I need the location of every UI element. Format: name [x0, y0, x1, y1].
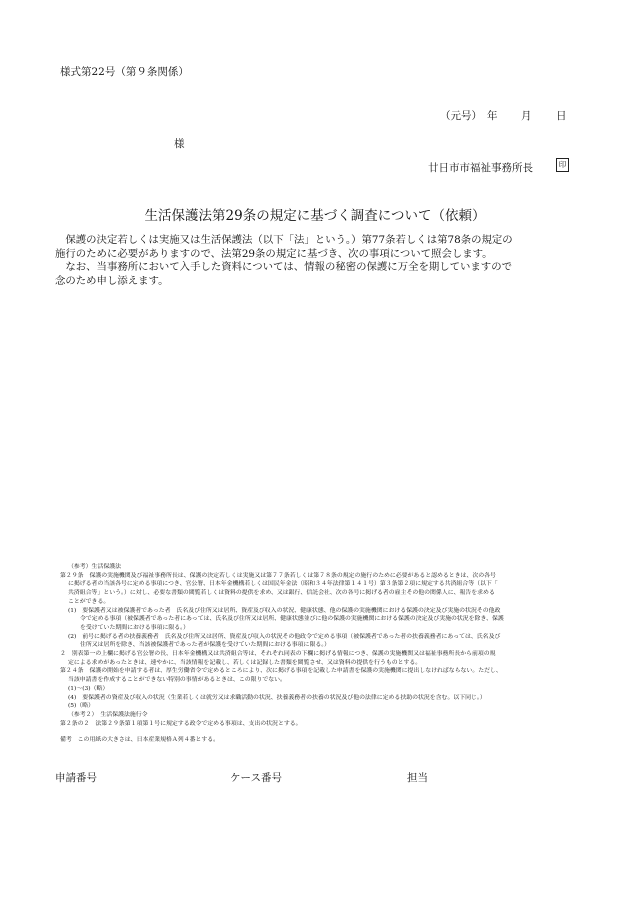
date-era: （元号） [440, 110, 482, 122]
reference-line: (1)～(3)（略） [68, 685, 109, 692]
reference-line: 第２条の２ 法第２９条第１項第１号に規定する政令で定める事項は、支出の状況とする。 [60, 720, 302, 727]
person-in-charge-label: 担当 [407, 772, 428, 784]
reference-line: (1) 要保護者又は被保護者であった者 氏名及び住所又は居所、資産及び収入の状況、健康状態、他の保護の実施機関における保護の決定及び実施の状況その他政 [68, 607, 501, 614]
reference-line: ことができる。 [68, 598, 110, 605]
reference-line: ２ 別表第一の上欄に掲げる官公署の長、日本年金機構又は共済組合等は、それぞれ同表の下欄に掲げる情報につき、保護の実施機関又は福祉事務所長から前項の規 [60, 651, 496, 658]
body-line: なお、当事務所において入手した資料については、情報の秘密の保護に万全を期していますので [55, 261, 512, 273]
request-body [55, 234, 580, 288]
reference-line: 第２４条 保護の開始を申請する者は、厚生労働省令で定めるところにより、次に掲げる事項を記載した申請書を保護の実施機関に提出しなければならない。ただし、 [60, 668, 502, 675]
reference-line: 第２９条 保護の実施機関及び福祉事務所長は、保護の決定若しくは実施又は第７７条若しくは第７８条の規定の施行のために必要があると認めるときは、次の各号 [60, 572, 496, 579]
reference-line: に掲げる者の当該各号に定める事項につき、官公署、日本年金機構若しくは国民年金法（昭和３４年法律第１４１号）第３条第２項に規定する共済組合等（以下「 [68, 581, 498, 588]
reference-line: 当該申請書を作成することができない特別の事情があるときは、この限りでない。 [68, 677, 286, 684]
form-number: 様式第22号（第９条関係） [60, 66, 189, 78]
document-title: 生活保護法第29条の規定に基づく調査について（依頼） [144, 208, 486, 224]
legal-reference [60, 563, 590, 745]
paper-size-note: 備考 この用紙の大きさは、日本産業規格Ａ列４番とする。 [60, 737, 220, 744]
seal-mark: 印 [556, 158, 569, 172]
sender-name: 廿日市市福祉事務所長 [428, 162, 533, 174]
date-month: 月 [521, 110, 532, 122]
application-number-label: 申請番号 [55, 772, 97, 784]
reference-line: 令で定める事項（被保護者であった者にあっては、氏名及び住所又は居所、健康状態並びに他の保護の実施機関における保護の決定及び実施の状況を除き、保護 [80, 616, 504, 623]
reference-line: (2) 前号に掲げる者の扶養義務者 氏名及び住所又は居所、資産及び収入の状況その他政令で定める事項（被保護者であった者の扶養義務者にあっては、氏名及び [68, 633, 501, 640]
body-line: 施行のために必要がありますので、法第29条の規定に基づき、次の事項について照会します。 [55, 247, 493, 260]
reference-line: （参考）生活保護法 [68, 564, 122, 570]
reference-line: (5)（略） [68, 703, 95, 710]
body-line: 念のため申し添えます。 [55, 274, 169, 287]
addressee-suffix: 様 [174, 138, 185, 150]
date-year: 年 [487, 110, 498, 122]
reference-line: (4) 要保護者の資産及び収入の状況（生業若しくは就労又は求職活動の状況、扶養義務者の扶養の状況及び他の法律に定める扶助の状況を含む。以下同じ。） [68, 694, 486, 701]
body-line: 保護の決定若しくは実施又は生活保護法（以下「法」という。）第77条若しくは第78条の規定の [55, 234, 513, 246]
reference-line: 共済組合等」という。）に対し、必要な書類の閲覧若しくは資料の提供を求め、又は銀行、信託会社、次の各号に掲げる者の雇主その他の関係人に、報告を求める [68, 590, 495, 597]
reference-line: 住所又は居所を除き、当該被保護者であった者が保護を受けていた期間における事項に限る。） [80, 642, 331, 649]
date-day: 日 [556, 110, 567, 122]
reference-line: 定による求めがあったときは、速やかに、当該情報を記載し、若しくは記録した書類を閲覧させ、又は資料の提供を行うものとする。 [68, 659, 422, 666]
reference-line: を受けていた期間における事項に限る。） [80, 624, 189, 631]
case-number-label: ケース番号 [230, 772, 282, 784]
reference-line: （参考２） 生活保護法施行令 [68, 711, 148, 718]
